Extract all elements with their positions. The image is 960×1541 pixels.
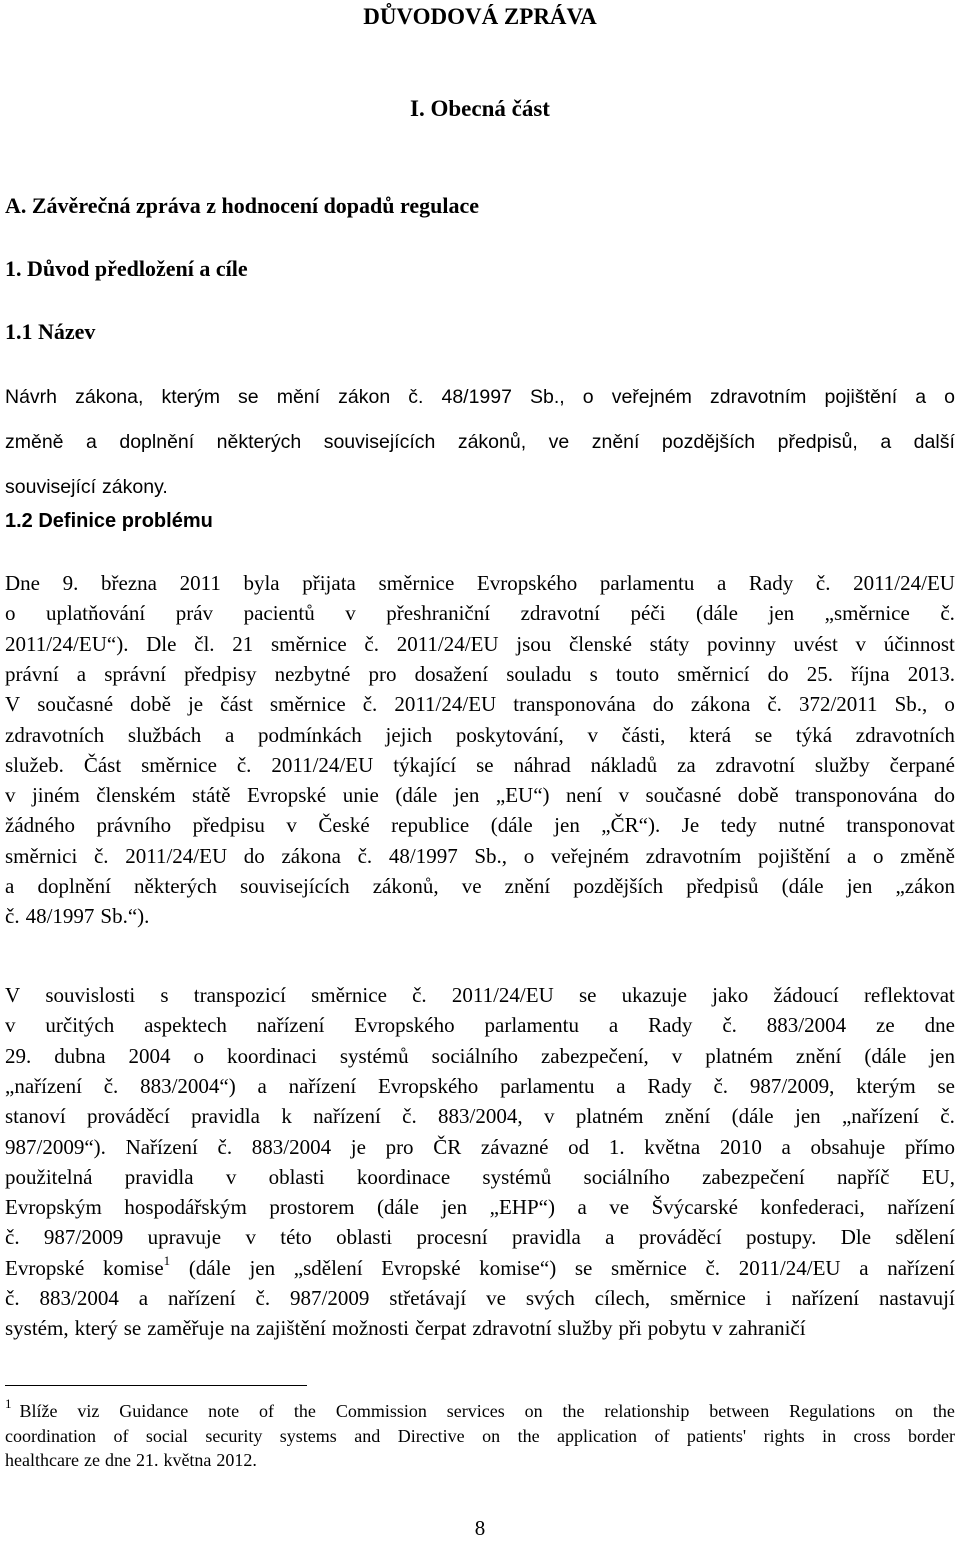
footnote-line: $^1$ Blíže viz Guidance note of the Commission services on the relationship between Regulations on the [5,1396,955,1421]
page-number: 8 [474,1516,486,1540]
section-1-1-heading: 1.1 Název [5,319,96,344]
footnote-line: healthcare ze dne 21. května 2012. [5,1450,257,1470]
text-line: Evropské komise$^1$ (dále jen „sdělení Evropské komise“) se směrnice č. 2011/24/EU a nařízení [5,1252,955,1280]
text-line: 2011/24/EU“). Dle čl. 21 směrnice č. 2011/24/EU jsou členské státy povinny uvést v účinnost [5,631,955,656]
text-line: související zákony. [5,476,168,498]
text-line: stanoví prováděcí pravidla k nařízení č. 883/2004, v platném znění (dále jen „nařízení č. [5,1104,955,1129]
text-line: 29. dubna 2004 o koordinaci systémů sociálního zabezpečení, v platném znění (dále jen [5,1043,955,1068]
text-line: Evropským hospodářským prostorem (dále jen „EHP“) a ve Švýcarské konfederaci, nařízení [5,1195,955,1220]
text-line: použitelná pravidla v oblasti koordinace systémů sociálního zabezpečení napříč EU, [5,1164,955,1189]
text-line: právní a správní předpisy nezbytné pro dosažení souladu s touto směrnicí do 25. října 2013. [5,661,955,686]
text-line: V současné době je část směrnice č. 2011/24/EU transponována do zákona č. 372/2011 Sb., o [5,692,955,717]
text-line: změně a doplnění některých souvisejících zákonů, ve znění pozdějších předpisů, a další [5,431,955,453]
text-line: směrnici č. 2011/24/EU do zákona č. 48/1997 Sb., o veřejném zdravotním pojištění a o změně [5,843,955,868]
footnote-separator [5,1385,307,1386]
text-line: „nařízení č. 883/2004“) a nařízení Evropského parlamentu a Rady č. 987/2009, kterým se [5,1073,955,1098]
section-a-heading: A. Závěrečná zpráva z hodnocení dopadů regulace [5,193,480,218]
text-line: č. 987/2009 upravuje v této oblasti procesní pravidla a prováděcí postupy. Dle sdělení [5,1225,955,1250]
text-line: Návrh zákona, kterým se mění zákon č. 48/1997 Sb., o veřejném zdravotním pojištění a o [5,386,955,408]
document-title: DŮVODOVÁ ZPRÁVA [363,4,597,29]
text-line: o uplatňování práv pacientů v přeshraniční zdravotní péči (dále jen „směrnice č. [5,601,955,626]
text-line: a doplnění některých souvisejících zákonů, ve znění pozdějších předpisů (dále jen „zákon [5,874,955,898]
text-line: služeb. Část směrnice č. 2011/24/EU týkající se náhrad nákladů za zdravotní služby čerpané [5,752,955,777]
text-line: v určitých aspektech nařízení Evropského parlamentu a Rady č. 883/2004 ze dne [5,1013,955,1038]
text-line: 987/2009“). Nařízení č. 883/2004 je pro ČR závazné od 1. května 2010 a obsahuje přímo [5,1134,955,1159]
text-line: V souvislosti s transpozicí směrnice č. 2011/24/EU se ukazuje jako žádoucí reflektovat [5,983,955,1007]
section-1-heading: 1. Důvod předložení a cíle [5,256,248,281]
section-1-2-heading: 1.2 Definice problému [5,510,213,532]
footnote-reference: 1 [163,1252,171,1268]
footnote-line: coordination of social security systems and Directive on the application of patients' rights in cross border [5,1425,955,1446]
text-line: systém, který se zaměřuje na zajištění možnosti čerpat zdravotní služby při pobytu v zahraničí [5,1316,806,1341]
text-line: Dne 9. března 2011 byla přijata směrnice Evropského parlamentu a Rady č. 2011/24/EU [5,571,955,595]
text-line: č. 48/1997 Sb.“). [5,904,150,929]
text-line: v jiném členském státě Evropské unie (dále jen „EU“) není v současné době transponována do [5,783,955,808]
text-line: č. 883/2004 a nařízení č. 987/2009 střetávají ve svých cílech, směrnice i nařízení nastavují [5,1286,955,1310]
text-line: zdravotních službách a podmínkách jejich poskytování, v části, která se týká zdravotních [5,722,955,747]
part-heading: I. Obecná část [410,96,550,121]
text-line: žádného právního předpisu v České republice (dále jen „ČR“). Je tedy nutné transponovat [5,813,955,838]
footnote-marker: 1 [5,1396,12,1411]
